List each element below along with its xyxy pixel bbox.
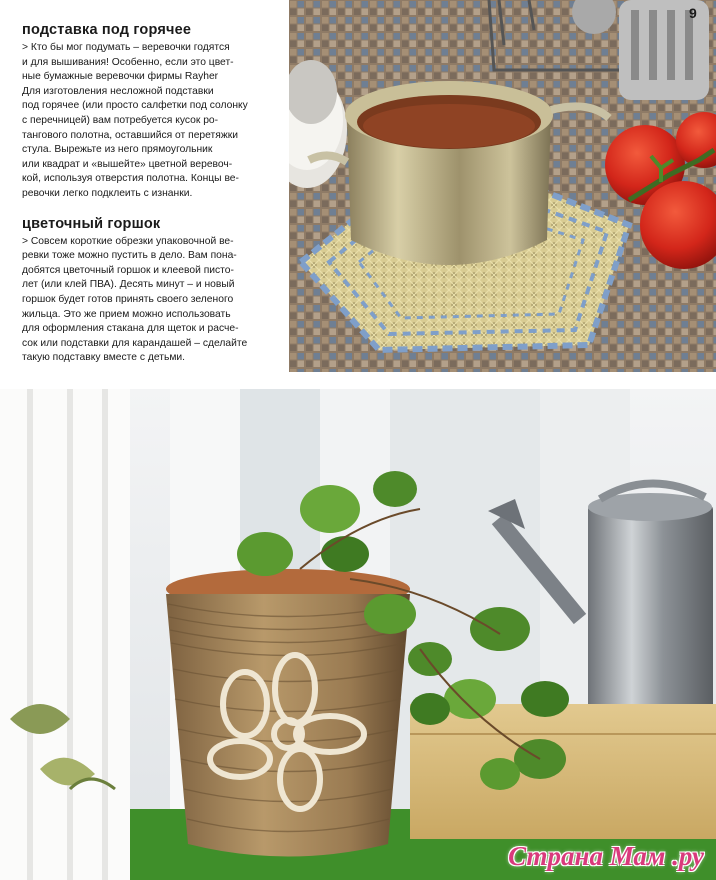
flowerpot-photo [0, 389, 716, 880]
wooden-box [410, 704, 716, 839]
article-text [22, 22, 282, 366]
trivet-section-title: подставка под горячее [22, 22, 192, 38]
trivet-line: тангового полотна, оставшийся от перетяжки [22, 129, 238, 141]
trivet-photo-illustration [289, 0, 716, 372]
pot-line: горшок будет готов принять своего зеленого [22, 293, 234, 305]
pot-line: сок или подставки для карандашей – сделайте [22, 337, 248, 349]
flowerpot-photo-illustration [0, 389, 716, 880]
pot-line: такую подставку вместе с детьми. [22, 352, 186, 364]
embroidered-curtain [0, 389, 130, 880]
pot-line: добятся цветочный горшок и клеевой писто- [22, 264, 234, 276]
trivet-line: под горячее (или просто салфетки под солонку [22, 100, 248, 112]
trivet-section-body [22, 41, 282, 202]
pot-line: ревки тоже можно пустить в дело. Вам пона- [22, 250, 237, 262]
pot-line: жильца. Это же прием можно использовать [22, 308, 231, 320]
page-number: 9 [689, 5, 697, 21]
trivet-photo [289, 0, 716, 372]
pot-line: для оформления стакана для щеток и расче- [22, 323, 239, 335]
trivet-line: Для изготовления несложной подставки [22, 85, 214, 97]
trivet-line: кой, используя отверстия полотна. Концы ве- [22, 173, 239, 185]
trivet-line: стула. Вырежьте из него прямоугольник [22, 144, 213, 156]
trivet-line: ревочки легко подклеить с изнанки. [22, 187, 193, 199]
trivet-line: и для вышивания! Особенно, если это цвет- [22, 56, 234, 68]
pot-section-body [22, 235, 282, 366]
pot-line: > Совсем короткие обрезки упаковочной ве- [22, 235, 234, 247]
trivet-line: или квадрат и «вышейте» цветной веревоч- [22, 158, 233, 170]
trivet-line: с перечницей) вам потребуется кусок ро- [22, 114, 219, 126]
pot-section-title: цветочный горшок [22, 215, 161, 232]
trivet-line: ные бумажные веревочки фирмы Rayher [22, 71, 219, 83]
site-watermark: Страна Мам .ру [508, 841, 704, 871]
trivet-line: > Кто бы мог подумать – веревочки годятся [22, 42, 230, 53]
pot-line: лет (или клей ПВА). Десять минут – и новый [22, 279, 235, 291]
